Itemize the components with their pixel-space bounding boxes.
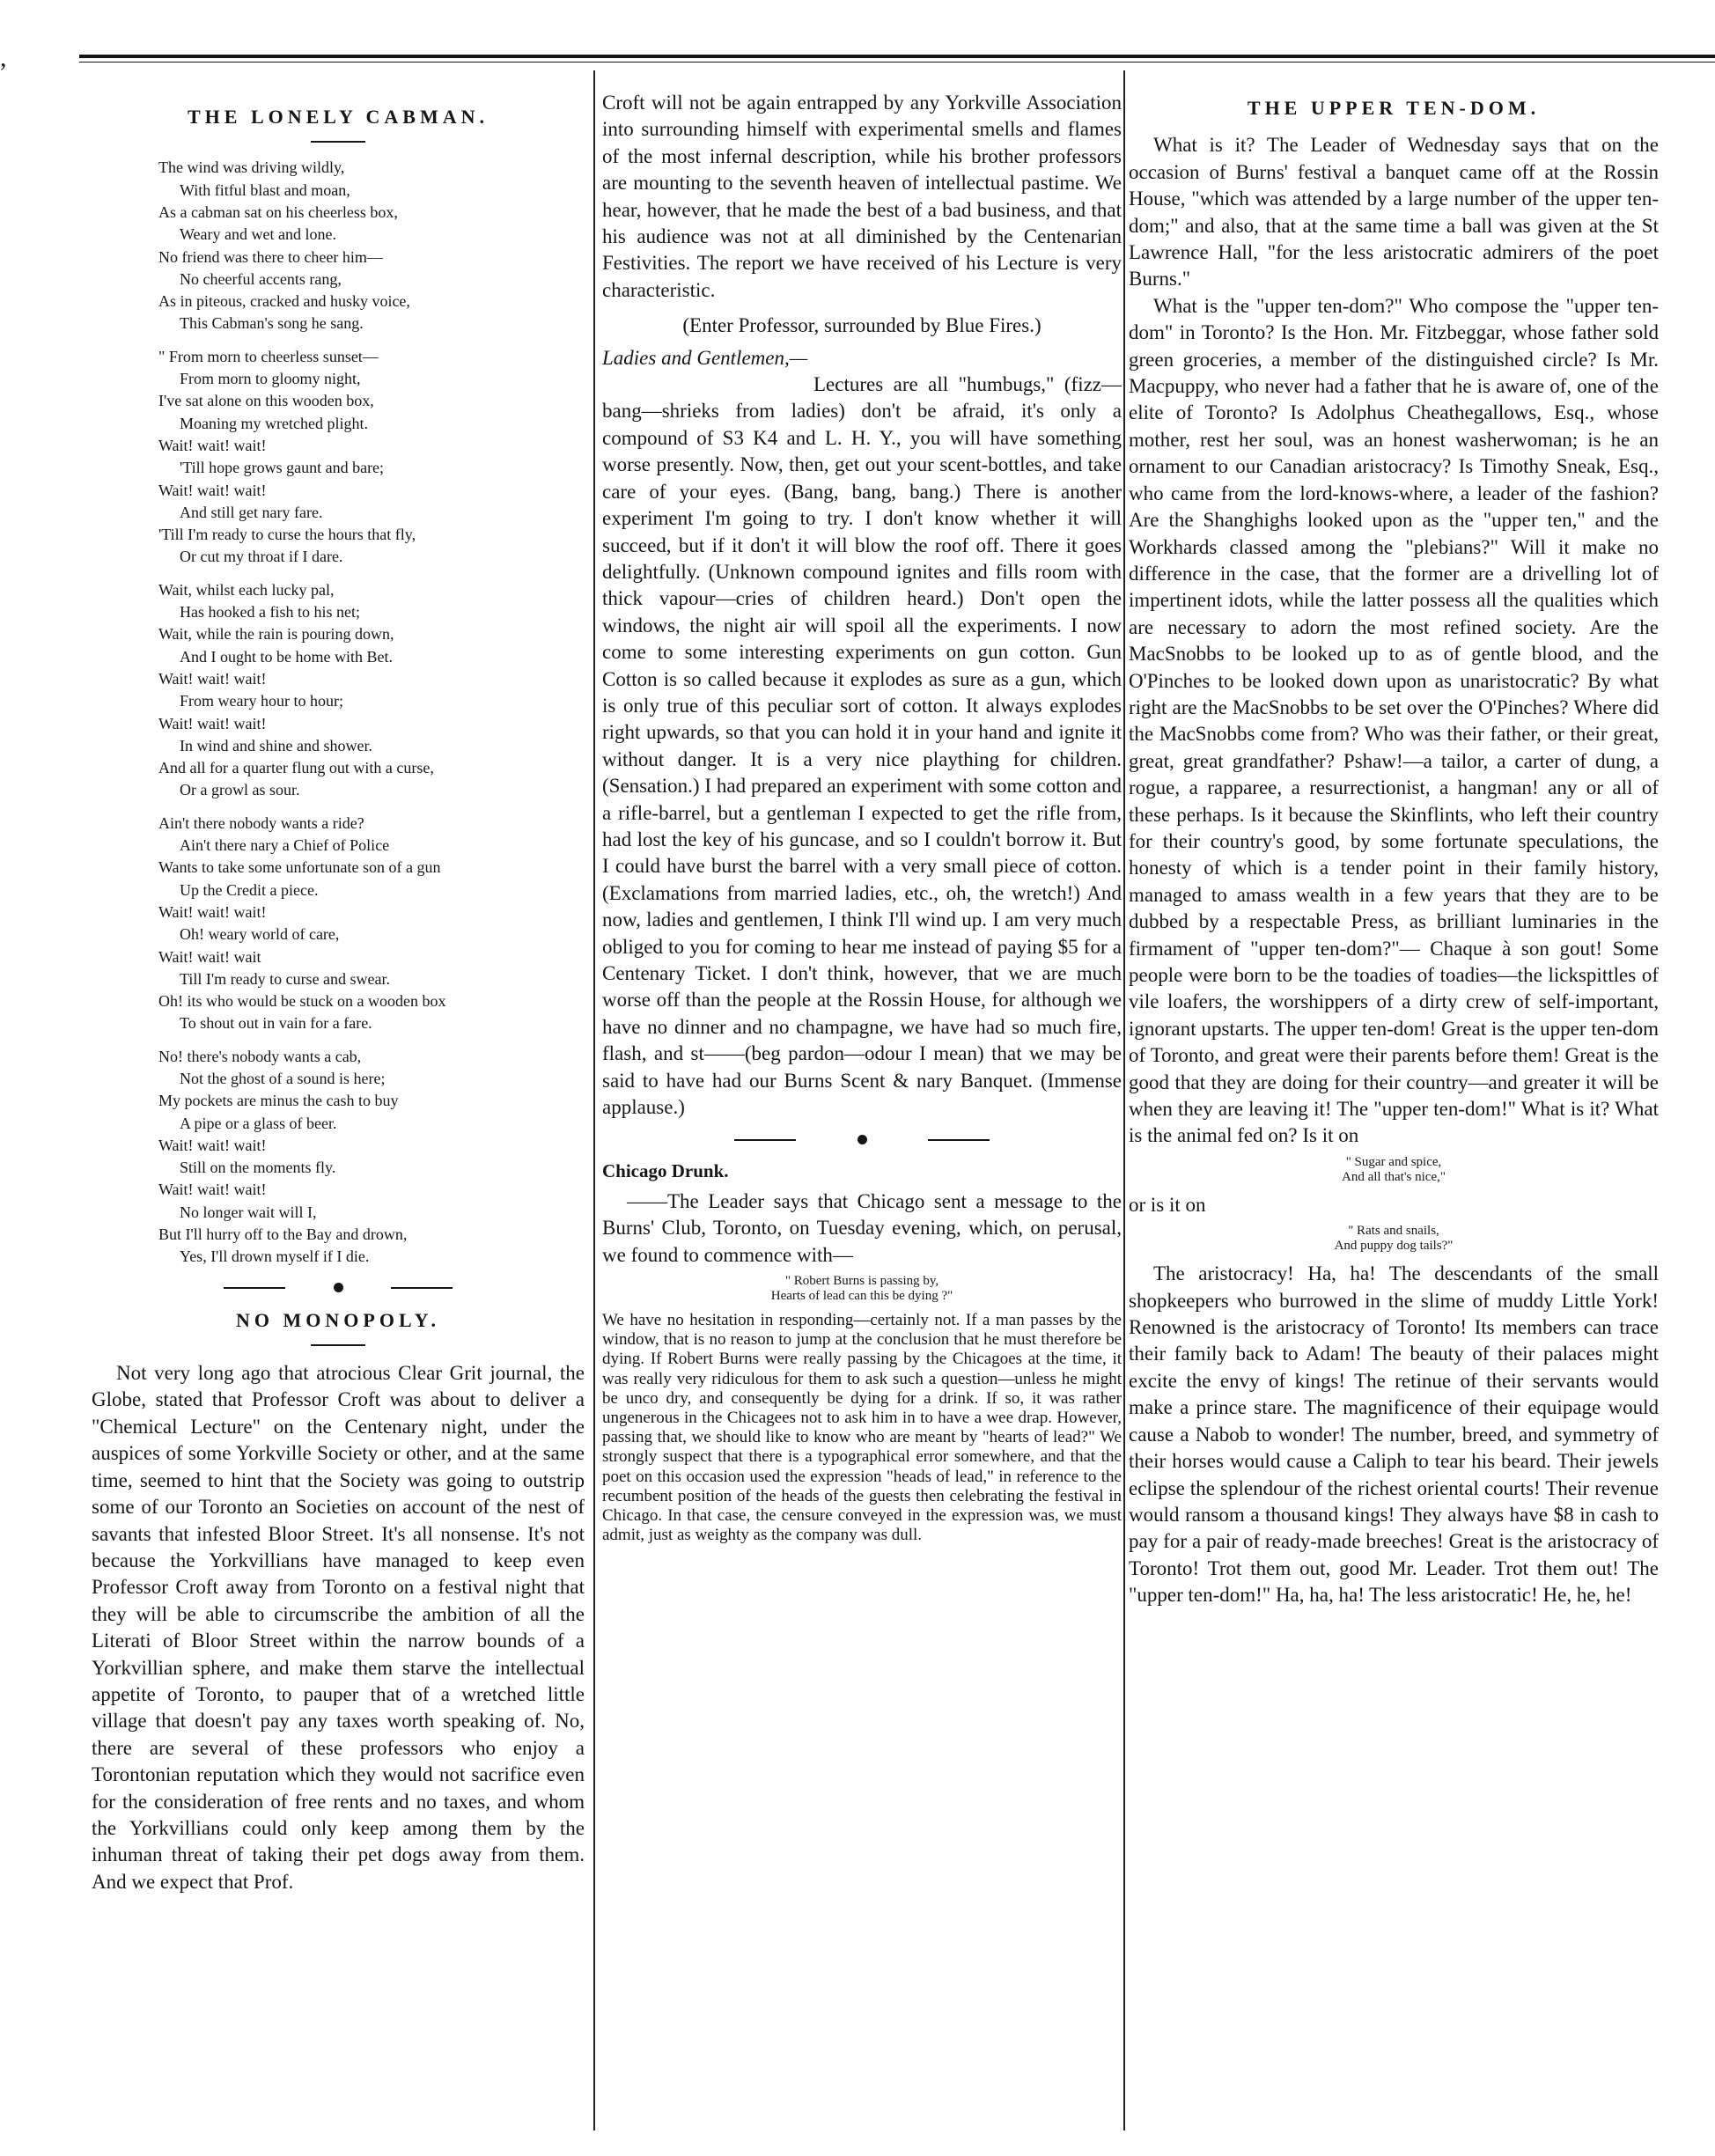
poem-line: Wait! wait! wait!: [158, 1136, 267, 1154]
poem-line: And I ought to be home with Bet.: [180, 647, 393, 666]
poem-line: But I'll hurry off to the Bay and drown,: [158, 1225, 408, 1244]
poem-line: I've sat alone on this wooden box,: [158, 392, 374, 410]
poem-line: Or cut my throat if I dare.: [180, 548, 343, 566]
lecture-intro: Croft will not be again entrapped by any Yorkville Association into surrounding himself with experimental smells and flames of the most infernal description, while his brother professors are mounting to the seventh heaven of intellectual pastime. We hear, however, that he made the best of a bad business, and that his audience was not at all diminished by the Centenarian Festivities. The report we have received of his Lecture is very characteristic.: [602, 92, 1122, 301]
section-ornament: [92, 1283, 585, 1293]
poem-line: Ain't there nobody wants a ride?: [158, 813, 364, 832]
poem-line: From morn to gloomy night,: [180, 370, 361, 388]
verse-quote: " Robert Burns is passing by, Hearts of lead can this be dying ?": [770, 1274, 953, 1304]
poem-title: THE LONELY CABMAN.: [187, 106, 489, 128]
title-separator: [311, 1344, 365, 1346]
article-title: NO MONOPOLY.: [236, 1308, 440, 1331]
poem-line: Yes, I'll drown myself if I die.: [180, 1247, 370, 1266]
poem-stanza: [158, 579, 585, 802]
paragraph: What is the "upper ten-dom?" Who compose the "upper ten-dom" in Toronto? Is the Hon. Mr. Fitzbeggar, whose father sold green groceries, a member of the distinguished circle? Is Mr. Macpuppy, who never had a father that he is aware of, one of the elite of Toronto? Is Adolphus Cheathegallows, Esq., whose mother, rest her soul, was an honest washerwoman; is he an ornament to our Canadian aristocracy? Is Timothy Sneak, Esq., who came from the lord-knows-where, a leader of the fashion? Are the Shanghighs looked upon as the "upper ten," and the Workhards classed among the "plebians?" Will it make no difference in the case, that the former are a drivelling lot of impertinent idots, while the latter possess all the qualities which are necessary to adorn the most refined society. Are the MacSnobbs to be looked up to as of gentle blood, and the O'Pinches to be looked down upon as unaristocratic? By what right are the MacSnobbs to be set over the O'Pinches? Where did the MacSnobbs come from? Who was their father, or their great, great, great grandfather? Pshaw!—a tailor, a carter of dung, a rogue, a rapparee, a resurrectionist, a hangman! any or all of these perhaps. Is it because the Skinflints, who left their country for their country's good, by some fortunate speculations, the honesty of which is a tender point in their family history, managed to amass wealth in a few years that they are to be dubbed by a respectable Press, as brilliant luminaries in the firmament of "upper ten-dom?"— Chaque à son gout! Some people were born to be the toadies of toadies—the lickspittles of vile loafers, the worshippers of a dirty crew of self-important, ignorant upstarts. The upper ten-dom! Great is the upper ten-dom of Toronto, and great were their parents before them! Great is the good that they are doing for their country—and greater it will be when they are leaving it! The "upper ten-dom!" What is it? What is the animal fed on? Is it on: [1129, 294, 1659, 1147]
poem-line: Not the ghost of a sound is here;: [180, 1069, 386, 1087]
poem-line: To shout out in vain for a fare.: [180, 1014, 372, 1033]
poem-line: My pockets are minus the cash to buy: [158, 1092, 399, 1110]
salutation: Ladies and Gentlemen,—: [602, 346, 808, 369]
poem-line: Wait! wait! wait!: [158, 714, 267, 732]
poem-stanza: [158, 1046, 585, 1269]
section-ornament: [602, 1135, 1122, 1145]
poem-line: Oh! its who would be stuck on a wooden box: [158, 992, 446, 1011]
title-separator: [311, 141, 365, 143]
poem-line: 'Till I'm ready to curse the hours that fly,: [158, 526, 416, 544]
poem-line: No! there's nobody wants a cab,: [158, 1047, 362, 1065]
page-mark: ,: [0, 43, 7, 72]
masthead-rule-thin: [79, 62, 1715, 63]
verse-quote: " Sugar and spice, And all that's nice,": [1342, 1154, 1446, 1184]
column-divider: [593, 70, 595, 2130]
poem-line: This Cabman's song he sang.: [180, 314, 364, 333]
paragraph: What is it? The Leader of Wednesday says that on the occasion of Burns' festival a banquet came off at the Rossin House, "which was attended by a large number of the upper ten-dom;" and also, that at the same time a ball was given at the St Lawrence Hall, "for the less aristocratic admirers of the poet Burns.": [1129, 134, 1659, 291]
poem-line: Weary and wet and lone.: [180, 225, 336, 244]
poem-line: Wait! wait! wait!: [158, 1181, 267, 1199]
poem-line: Wait, while the rain is pouring down,: [158, 625, 394, 644]
poem-line: Wait, whilst each lucky pal,: [158, 580, 335, 599]
poem-line: Till I'm ready to curse and swear.: [180, 969, 391, 988]
poem-line: The wind was driving wildly,: [158, 158, 345, 177]
poem-line: Wait! wait! wait!: [158, 669, 267, 688]
poem-line: As in piteous, cracked and husky voice,: [158, 292, 410, 311]
poem-line: No cheerful accents rang,: [180, 269, 342, 288]
poem-line: And still get nary fare.: [180, 503, 323, 521]
chicago-intro: ——The Leader says that Chicago sent a message to the Burns' Club, Toronto, on Tuesday evening, which, on perusal, we found to commence with—: [602, 1189, 1122, 1266]
poem-line: No friend was there to cheer him—: [158, 247, 383, 266]
poem-line: From weary hour to hour;: [180, 692, 343, 710]
poem-line: Wait! wait! wait!: [158, 481, 267, 499]
poem-stanza: [158, 346, 585, 569]
poem-stanza: [158, 157, 585, 335]
poem-line: Wait! wait! wait!: [158, 436, 267, 454]
poem-line: With fitful blast and moan,: [180, 180, 350, 199]
section-heading: Chicago Drunk.: [602, 1160, 729, 1182]
poem-line: And all for a quarter flung out with a curse,: [158, 759, 434, 777]
column-right: [1129, 90, 1659, 2137]
poem-line: Wait! wait! wait!: [158, 902, 267, 921]
poem-line: Ain't there nary a Chief of Police: [180, 836, 390, 855]
poem: [92, 157, 585, 1268]
poem-line: 'Till hope grows gaunt and bare;: [180, 459, 385, 477]
column-divider: [1123, 70, 1125, 2130]
poem-line: Oh! weary world of care,: [180, 925, 340, 944]
poem-stanza: [158, 813, 585, 1035]
poem-line: " From morn to cheerless sunset—: [158, 347, 379, 365]
masthead-rule: [79, 55, 1715, 58]
stage-direction: (Enter Professor, surrounded by Blue Fires.): [682, 314, 1042, 337]
poem-line: As a cabman sat on his cheerless box,: [158, 203, 398, 221]
poem-line: Wants to take some unfortunate son of a gun: [158, 858, 441, 877]
poem-line: Up the Credit a piece.: [180, 880, 319, 899]
connector-text: or is it on: [1129, 1193, 1206, 1216]
poem-line: Moaning my wretched plight.: [180, 414, 368, 432]
poem-line: In wind and shine and shower.: [180, 736, 372, 754]
article-title: THE UPPER TEN-DOM.: [1247, 97, 1541, 119]
chicago-text: We have no hesitation in responding—certainly not. If a man passes by the window, that is no reason to jump at the conclusion that he must therefore be dying. If Robert Burns were really passing by the Chicagoes at the time, it was really very ridiculous for them to ask such a question—unless he might be unco dry, and consequently be dying for a drink. If so, it was rather ungenerous in the Chicagees not to ask him in to have a wee drap. However, passing that, we should like to know who are meant by "hearts of lead?" We strongly suspect that there is a typographical error somewhere, and that the poet on this occasion used the expression "heads of lead," in reference to the recumbent position of the heads of the guests then celebrating the festival in Chicago. In that case, the censure conveyed in the expression was, we must admit, just as weighty as the company was dull.: [602, 1311, 1122, 1545]
paragraph: The aristocracy! Ha, ha! The descendants of the small shopkeepers who burrowed in the slime of muddy Little York! Renowned is the aristocracy of Toronto! Its members can trace their family back to Adam! The beauty of their palaces might excite the envy of kings! The retinue of their servants would make a prince stare. The magnificence of their equipage would cause a Nabob to wonder! The number, breed, and symmetry of their horses would cause a Caliph to tear his beard. Their jewels eclipse the splendour of the richest oriental courts! Their revenue would ransom a thousand kings! They always have $8 in cash to pay for a pair of ready-made breeches! Great is the aristocracy of Toronto! Trot them out, good Mr. Leader. Trot them out! The "upper ten-dom!" Ha, ha, ha! The less aristocratic! He, he, he!: [1129, 1262, 1659, 1607]
lecture-text: Lectures are all "humbugs," (fizz—bang—shrieks from ladies) don't be afraid, it's only a compound of S3 K4 and L. H. Y., you will have something worse presently. Now, then, get out your scent-bottles, and take care of your eyes. (Bang, bang, bang.) There is another experiment I'm going to try. I don't know whether it will succeed, but if it don't it will blow the roof off. There it goes delightfully. (Unknown compound ignites and fills room with thick vapour—cries of children heard.) Don't open the windows, the night air will spoil all the experiments. I now come to some interesting experiments on gun cotton. Gun Cotton is so called because it explodes as sure as a gun, which is only true of this peculiar sort of cotton. It always explodes right upwards, so that you can hold it in your hand and ignite it without danger. It is a very nice plaything for children. (Sensation.) I had prepared an experiment with some cotton and a rifle-barrel, but a gentleman I expected to get the rifle from, had lost the key of his guncase, and so I couldn't borrow it. But I could have burst the barrel with a very small piece of cotton. (Exclamations from married ladies, etc., oh, the wretch!) And now, ladies and gentlemen, I think I'll wind up. I am very much obliged to you for coming to hear me instead of paying $5 for a Centenary Ticket. I don't think, however, that we are much worse off than the people at the Rossin House, for although we have no dinner and no champagne, we have had so much fire, flash, and st——(beg pardon—odour I mean) that we may be said to have had our Burns Scent & nary Banquet. (Immense applause.): [602, 373, 1122, 1119]
poem-line: Wait! wait! wait: [158, 947, 261, 966]
article-text: Not very long ago that atrocious Clear Grit journal, the Globe, stated that Professor Croft was about to deliver a "Chemical Lecture" on the Centenary night, under the auspices of some Yorkville Society or other, and at the same time, seemed to hint that the Society was going to outstrip some of our Toronto an Societies on account of the nest of savants that infested Bloor Street. It's all nonsense. It's not because the Yorkvillians have managed to keep even Professor Croft away from Toronto on a festival night that they will be able to circumscribe the ambition of all the Literati of Bloor Street within the narrow bounds of a Yorkvillian sphere, and make them starve the intellectual appetite of Toronto, to pauper that of a wretched little village that doesn't pay any taxes worth speaking of. No, there are several of these professors who enjoy a Torontonian reputation which they would not sacrifice even for the consideration of free rents and no taxes, and whom the Yorkvillians could only keep among them by the inhuman threat of taking their pet dogs away from them. And we expect that Prof.: [92, 1362, 585, 1893]
poem-line: Or a growl as sour.: [180, 781, 300, 799]
column-left: [92, 90, 585, 2137]
column-middle: [602, 90, 1122, 2137]
poem-line: No longer wait will I,: [180, 1203, 317, 1221]
verse-quote: " Rats and snails, And puppy dog tails?": [1334, 1224, 1454, 1254]
poem-line: Still on the moments fly.: [180, 1159, 336, 1177]
poem-line: A pipe or a glass of beer.: [180, 1114, 337, 1132]
poem-line: Has hooked a fish to his net;: [180, 603, 360, 622]
